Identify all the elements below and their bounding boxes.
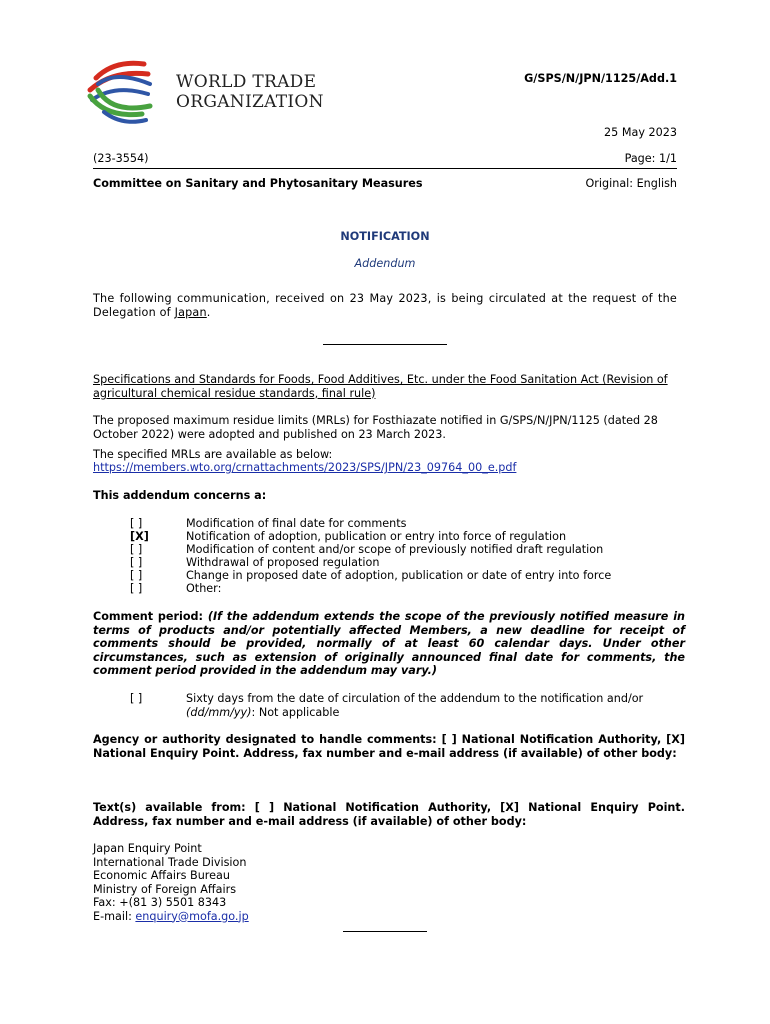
header-divider	[93, 168, 677, 169]
concern-label: Withdrawal of proposed regulation	[186, 556, 380, 569]
concern-row	[130, 517, 142, 531]
intro-text: The following communication, received on 23 May 2023, is being circulated at the request of the Delegation of	[93, 292, 677, 319]
email-label: E-mail:	[93, 909, 136, 923]
address-line: Ministry of Foreign Affairs	[93, 882, 237, 896]
checkbox[interactable]: [ ]	[130, 569, 143, 582]
comment-option-date: (dd/mm/yy)	[186, 705, 252, 719]
texts-available-paragraph: Text(s) available from: [ ] National Notification Authority, [X] National Enquiry Point. Address, fax number and e-mail address (if available) of other body:	[93, 801, 685, 828]
wto-emblem-icon	[84, 56, 160, 128]
concern-label: Modification of final date for comments	[186, 517, 407, 530]
mrl-paragraph: The specified MRLs are available as below:	[93, 448, 333, 461]
checkbox[interactable]: [ ]	[130, 517, 143, 530]
original-language: Original: English	[585, 177, 677, 190]
adoption-paragraph: The proposed maximum residue limits (MRLs) for Fosthiazate notified in G/SPS/N/JPN/1125 (dated 28 October 2022) were adopted and published on 23 March 2023.	[93, 414, 658, 441]
concern-row	[130, 530, 149, 544]
page-title: NOTIFICATION	[340, 230, 430, 243]
subject-title: Specifications and Standards for Foods, Food Additives, Etc. under the Food Sanitation Act (Revision of agricultural chemical residue standards, final rule)	[93, 373, 668, 400]
comment-option	[186, 692, 686, 719]
checkbox[interactable]: [ ]	[130, 556, 143, 569]
address-line: Fax: +(81 3) 5501 8343	[93, 896, 227, 909]
concern-row	[130, 556, 142, 570]
concern-row	[130, 582, 142, 596]
concerns-heading: This addendum concerns a:	[93, 489, 267, 502]
intro-paragraph	[93, 292, 677, 319]
checkbox[interactable]: [ ]	[130, 543, 143, 556]
document-ref: (23-3554)	[93, 152, 149, 165]
address-line: Japan Enquiry Point	[93, 842, 202, 855]
end-rule	[343, 931, 427, 932]
checkbox[interactable]: [ ]	[130, 582, 143, 595]
comment-period	[93, 610, 685, 678]
intro-country: Japan	[174, 305, 207, 319]
concern-label: Other:	[186, 582, 222, 595]
document-symbol: G/SPS/N/JPN/1125/Add.1	[524, 72, 677, 85]
email-link[interactable]: enquiry@mofa.go.jp	[135, 909, 249, 923]
checkbox[interactable]: [X]	[130, 530, 149, 543]
page-subtitle: Addendum	[354, 257, 416, 270]
document-date: 25 May 2023	[604, 126, 677, 139]
comment-option-rest: : Not applicable	[251, 705, 340, 719]
concern-label: Modification of content and/or scope of previously notified draft regulation	[186, 543, 604, 556]
separator-line	[323, 344, 447, 345]
comment-option-text: Sixty days from the date of circulation of the addendum to the notification and/or	[186, 692, 644, 705]
concern-row	[130, 543, 142, 557]
concern-label: Notification of adoption, publication or entry into force of regulation	[186, 530, 567, 543]
page-number: Page: 1/1	[624, 152, 677, 165]
address-line: Economic Affairs Bureau	[93, 869, 230, 882]
comment-note: (If the addendum extends the scope of the previously notified measure in terms of products and/or potentially affected Members, a new deadline for receipt of comments should be provided, normally of at least 60 calendar days. Under other circumstances, such as extension of originally announced final date for comments, the comment period provided in the addendum may vary.)	[93, 610, 685, 677]
agency-paragraph: Agency or authority designated to handle comments: [ ] National Notification Authority, [X] National Enquiry Point. Address, fax number and e-mail address (if available) of other body:	[93, 733, 685, 760]
concern-label: Change in proposed date of adoption, publication or date of entry into force	[186, 569, 612, 582]
mrl-document-link[interactable]: https://members.wto.org/crnattachments/2023/SPS/JPN/23_09764_00_e.pdf	[93, 461, 517, 474]
wto-logo	[84, 56, 334, 128]
org-name-line1: WORLD TRADE	[176, 72, 317, 92]
comment-label: Comment period:	[93, 610, 204, 623]
org-name-line2: ORGANIZATION	[176, 92, 324, 112]
committee-name: Committee on Sanitary and Phytosanitary Measures	[93, 177, 423, 190]
address-line: International Trade Division	[93, 855, 247, 869]
email-line	[93, 910, 249, 924]
concern-row	[130, 569, 142, 583]
intro-end: .	[206, 305, 211, 319]
address-block	[93, 842, 249, 923]
comment-checkbox[interactable]: [ ]	[130, 692, 143, 705]
